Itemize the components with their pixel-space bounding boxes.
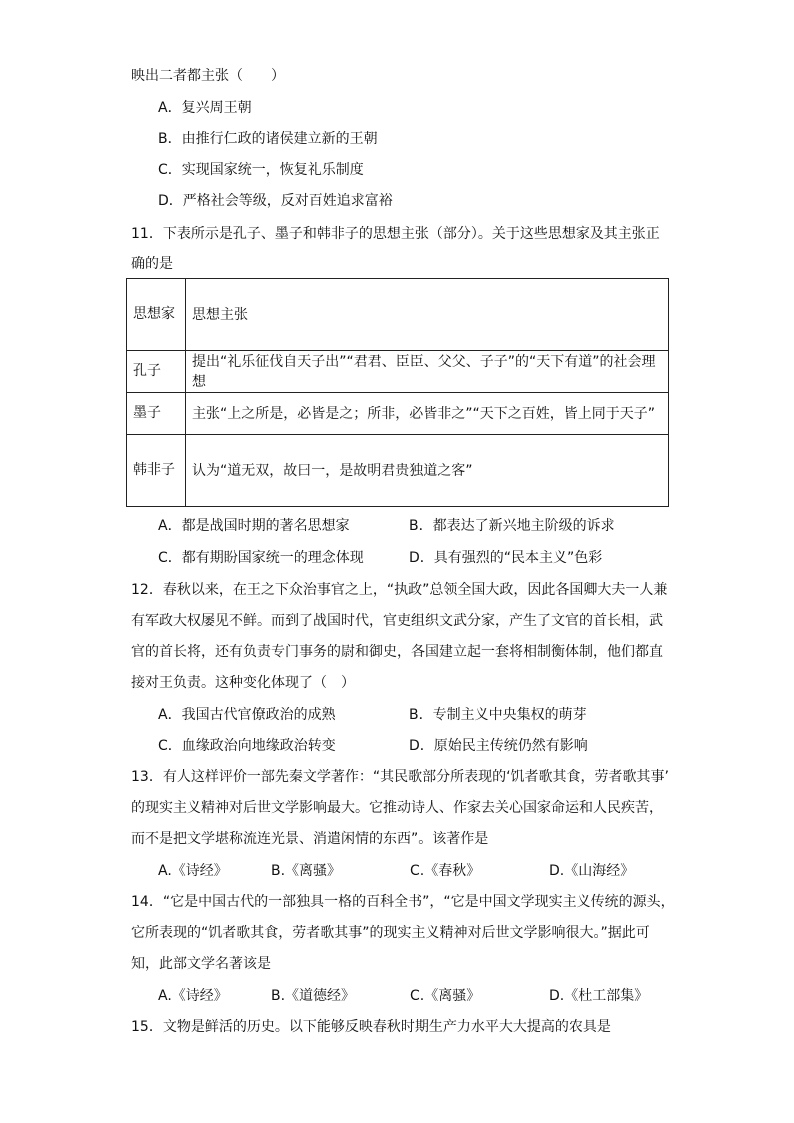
q14-option-d[interactable]: D.《杜工部集》 [549, 988, 649, 1004]
q10-option-c[interactable]: C．实现国家统一，恢复礼乐制度 [158, 162, 364, 178]
q11-stem-line2: 确的是 [131, 256, 173, 272]
table-cell-thinker: 孔子 [127, 351, 186, 393]
table-row [127, 435, 669, 507]
q10-option-d[interactable]: D．严格社会等级，反对百姓追求富裕 [158, 193, 393, 209]
q14-stem-line3: 知，此部文学名著该是 [131, 956, 271, 972]
q13-option-a[interactable]: A.《诗经》 [158, 863, 228, 879]
table-cell-idea: 主张“上之所是，必皆是之；所非，必皆非之”“天下之百姓，皆上同于天子” [186, 393, 669, 435]
thinkers-table [126, 278, 669, 507]
q11-option-a[interactable]: A．都是战国时期的著名思想家 [158, 518, 350, 534]
q12-stem-line4: 接对王负责。这种变化体现了（ ） [131, 675, 355, 691]
q14-stem-line2: 它所表现的“饥者歌其食，劳者歌其事”的现实主义精神对后世文学影响很大。”据此可 [131, 925, 650, 941]
q13-option-d[interactable]: D.《山海经》 [549, 863, 635, 879]
table-cell-thinker: 韩非子 [127, 435, 186, 507]
q11-option-d[interactable]: D．具有强烈的“民本主义”色彩 [409, 550, 603, 566]
table-cell-idea: 提出“礼乐征伐自天子出”“君君、臣臣、父父、子子”的“天下有道”的社会理想 [186, 351, 669, 393]
table-header-ideas: 思想主张 [186, 279, 669, 351]
q11-option-b[interactable]: B．都表达了新兴地主阶级的诉求 [409, 518, 615, 534]
q15-stem: 15．文物是鲜活的历史。以下能够反映春秋时期生产力水平大大提高的农具是 [131, 1019, 611, 1035]
table-cell-idea: 认为“道无双，故曰一，是故明君贵独道之客” [186, 435, 669, 507]
table-row [127, 351, 669, 393]
q13-stem-line3: 而不是把文学堪称流连光景、消遣闲情的东西”。该著作是 [131, 831, 489, 847]
q12-stem-line3: 官的首长将，还有负责专门事务的尉和御史，各国建立起一套将相制衡体制，他们都直 [131, 644, 663, 660]
q10-option-b[interactable]: B．由推行仁政的诸侯建立新的王朝 [158, 131, 378, 147]
q12-option-a[interactable]: A．我国古代官僚政治的成熟 [158, 707, 336, 723]
q12-option-b[interactable]: B．专制主义中央集权的萌芽 [409, 707, 587, 723]
q13-option-b[interactable]: B.《离骚》 [271, 863, 342, 879]
q12-stem-line2: 有军政大权屡见不鲜。而到了战国时代，官吏组织文武分家，产生了文官的首长相，武 [131, 613, 663, 629]
q12-stem-line1: 12．春秋以来，在王之下众治事官之上，“执政”总领全国大政，因此各国卿大夫一人兼 [131, 582, 668, 598]
q13-stem-line1: 13．有人这样评价一部先秦文学著作：“其民歌部分所表现的‘饥者歌其食，劳者歌其事’ [131, 769, 669, 785]
q11-option-c[interactable]: C．都有期盼国家统一的理念体现 [158, 550, 364, 566]
table-cell-thinker: 墨子 [127, 393, 186, 435]
q14-option-b[interactable]: B.《道德经》 [271, 988, 356, 1004]
table-header-thinker: 思想家 [127, 279, 186, 351]
q12-option-d[interactable]: D．原始民主传统仍然有影响 [409, 738, 588, 754]
q14-option-c[interactable]: C.《离骚》 [410, 988, 481, 1004]
q13-stem-line2: 的现实主义精神对后世文学影响最大。它推动诗人、作家去关心国家命运和人民疾苦， [131, 800, 663, 816]
q12-option-c[interactable]: C．血缘政治向地缘政治转变 [158, 738, 336, 754]
q10-stem-tail: 映出二者都主张（ ） [131, 68, 285, 84]
q13-option-c[interactable]: C.《春秋》 [410, 863, 481, 879]
q11-stem-line1: 11．下表所示是孔子、墨子和韩非子的思想主张（部分）。关于这些思想家及其主张正 [131, 226, 660, 242]
q10-option-a[interactable]: A．复兴周王朝 [158, 100, 252, 116]
q14-option-a[interactable]: A.《诗经》 [158, 988, 228, 1004]
q14-stem-line1: 14．“它是中国古代的一部独具一格的百科全书”，“它是中国文学现实主义传统的源头， [131, 894, 675, 910]
table-row [127, 393, 669, 435]
table-header-row [127, 279, 669, 351]
